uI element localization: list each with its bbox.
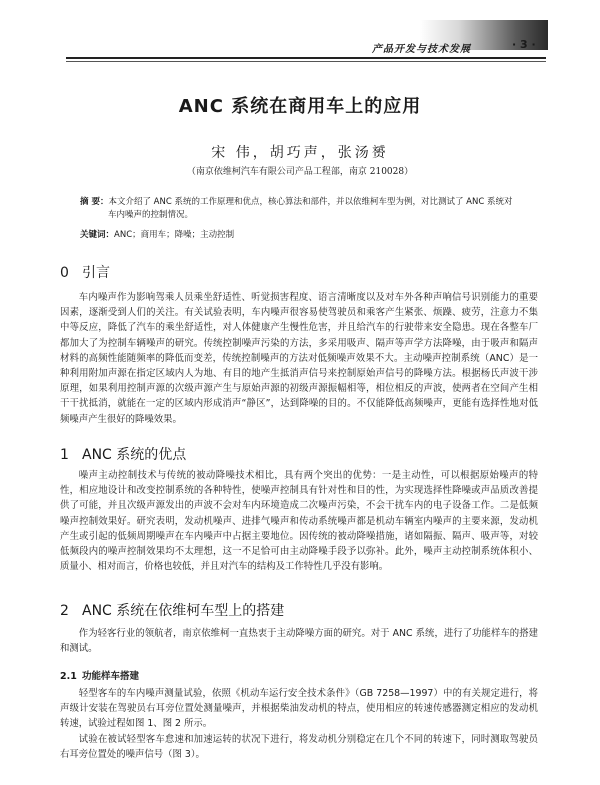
section-title: 引言 bbox=[82, 265, 110, 281]
keywords-text: ANC；商用车；降噪；主动控制 bbox=[114, 230, 235, 240]
keywords bbox=[80, 228, 530, 240]
subsection-heading bbox=[60, 668, 139, 682]
section-title: ANC 系统的优点 bbox=[82, 447, 187, 463]
paragraph: 轻型客车的车内噪声测量试验，依照《机动车运行安全技术条件》（GB 7258—1997）中的有关规定进行，将声级计安装在驾驶员右耳旁位置处测量噪声，并根据柴油发动机的特点，使用相应的转速传感器测定相应的发动机转速，试验过程如图 1、图 2 所示。 bbox=[60, 688, 538, 730]
section-number: 1 bbox=[60, 447, 69, 463]
paragraph: 车内噪声作为影响驾乘人员乘坐舒适性、听觉损害程度、语言清晰度以及对车外各种声响信号识别能力的重要因素，逐渐受到人们的关注。有关试验表明，车内噪声很容易使驾驶员和乘客产生紧张、烦躁、疲劳，注意力不集中等反应，降低了汽车的乘坐舒适性，对人体健康产生慢性危害，并且给汽车的行驶带来安全隐患。现在各整车厂都加大了为控制车辆噪声的研究。传统控制噪声污染的方法，多采用吸声、隔声等声学方法降噪，由于吸声和隔声材料的高频性能随频率的降低而变差，传统控制噪声的方法对低频噪声效果不大。主动噪声控制系统（ANC）是一种利用附加声源在指定区域内人为地、有目的地产生抵消声信号来控制原始声信号的降噪方法。根据杨氏声波干涉原理，如果利用控制声源的次级声源产生与原始声源的初级声源振幅相等，相位相反的声波，使两者在空间产生相干干扰抵消，就能在一定的区域内形成消声“静区”，达到降噪的目的。不仅能降低高频噪声，更能有选择性地对低频噪声产生很好的降噪效果。 bbox=[60, 292, 538, 425]
paragraph: 噪声主动控制技术与传统的被动降噪技术相比，具有两个突出的优势：一是主动性，可以根据原始噪声的特性，相应地设计和改变控制系统的各种特性，使噪声控制具有针对性和目的性，为实现选择性降噪或声品质改善提供了可能，并且次级声源发出的声波不会对车内环境造成二次噪声污染，不会干扰车内的电子设备工作。二是低频噪声控制效果好。研究表明，发动机噪声、进排气噪声和传动系统噪声都是机动车辆室内噪声的主要来源，发动机产生或引起的低频周期噪声在车内噪声中占据主要地位。因传统的被动降噪措施，诸如隔振、隔声、吸声等，对较低频段内的噪声控制效果均不太理想，这一不足恰可由主动降噪手段予以弥补。此外，噪声主动控制系统体积小、质量小、相对而言，价格也较低，并且对汽车的结构及工作特性几乎没有影响。 bbox=[60, 470, 538, 573]
page-header bbox=[0, 0, 600, 70]
abstract bbox=[80, 196, 530, 222]
page-number: · 3 · bbox=[512, 38, 536, 51]
abstract-text: 本文介绍了 ANC 系统的工作原理和优点，核心算法和部件，并以依维柯车型为例，对比测试了 ANC 系统对 bbox=[108, 197, 513, 207]
paragraph: 作为轻客行业的领航者，南京依维柯一直热衷于主动降噪方面的研究。对于 ANC 系统，进行了功能样车的搭建和测试。 bbox=[60, 628, 538, 655]
paper-authors: 宋 伟，胡巧声，张汤赟 bbox=[211, 145, 389, 161]
header-rule-thin bbox=[66, 61, 546, 62]
section-heading-1 bbox=[60, 444, 186, 464]
section-heading-0 bbox=[60, 262, 110, 282]
header-rule bbox=[66, 57, 546, 59]
section-title: ANC 系统在依维柯车型上的搭建 bbox=[82, 603, 285, 619]
subsection-title: 功能样车搭建 bbox=[82, 671, 140, 682]
subsection-number: 2.1 bbox=[60, 671, 77, 682]
section-2-body bbox=[60, 626, 538, 656]
abstract-label: 摘 要： bbox=[80, 197, 109, 207]
section-number: 2 bbox=[60, 603, 69, 619]
subsection-body bbox=[60, 686, 538, 762]
paper-title: ANC 系统在商用车上的应用 bbox=[178, 96, 422, 117]
section-heading-2 bbox=[60, 600, 284, 620]
section-number: 0 bbox=[60, 265, 69, 281]
abstract-text-cont: 车内噪声的控制情况。 bbox=[108, 210, 194, 220]
keywords-label: 关键词： bbox=[80, 230, 115, 240]
paragraph: 试验在被试轻型客车怠速和加速运转的状况下进行，将发动机分别稳定在几个不同的转速下，同时测取驾驶员右耳旁位置处的噪声信号（图 3）。 bbox=[60, 733, 538, 760]
paper-affiliation: （南京依维柯汽车有限公司产品工程部，南京 210028） bbox=[186, 167, 414, 177]
section-1-body bbox=[60, 468, 538, 574]
journal-name: 产品开发与技术发展 bbox=[372, 44, 471, 55]
section-0-body bbox=[60, 290, 538, 427]
